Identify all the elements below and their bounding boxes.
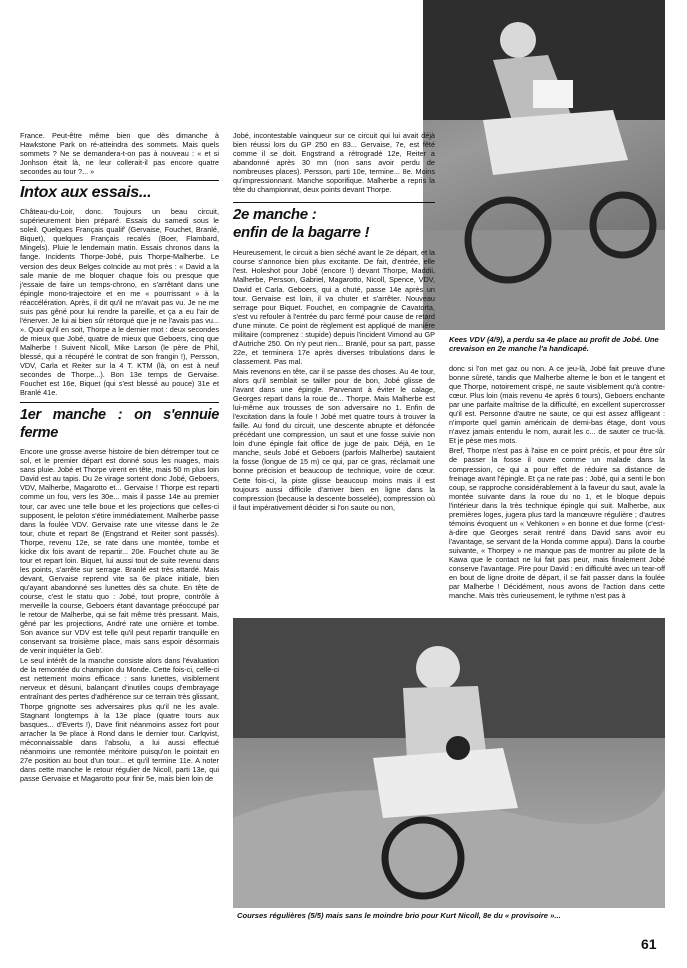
photo-nicoll-illustration [233,618,665,908]
divider [233,202,435,203]
heading-manche-2-line2: enfin de la bagarre ! [233,224,370,242]
column-2 [233,131,435,513]
photo-vdv-motocross [423,0,665,330]
page-number: 61 [641,936,657,952]
caption-vdv: Kees VDV (4/9), a perdu sa 4e place au profit de Jobé. Une crevaison en 2e manche l'a handicapé. [449,335,659,354]
photo-nicoll-motocross [233,618,665,908]
divider [20,180,219,181]
col2-para2: Mais revenons en tête, car il se passe des choses. Au 4e tour, alors qu'il semblait se tailler pour de bon, Jobé glisse de l'avant dans une épingle. Parvenant à éviter le calage, Georges repart dans la roue de... Thorpe. Mais Malherbe est lui-même aux trousses de son adversaire no 1. Enfin de l'excitation dans la foule ! Jobé met quatre tours à trouver la faille. Au fond du circuit, une descente abrupte et défoncée précédant une compression, un saut et une fosse suivie non loin d'une épingle fait office de juge de paix. Déjà, en 1e manche, seuls Jobé et Geboers (parfois Malherbe) sautaient la fosse (longue de 15 m) ce qui, par ce gras, réclamait une bonne précision et beaucoup de technique, voire de cœur. Cette fois-ci, la piste glisse beaucoup moins mais il est toujours aussi difficile d'arriver bien en ligne dans la compression (because la descente bosselée), compression où il faut impérativement décider si l'on saute ou non, [233,366,435,512]
heading-manche-2 [233,206,435,242]
col1-intro: France. Peut-être même bien que dès dimanche à Hawkstone Park on ré-atteindra des sommets. Mais quels sommets ? Ne se demandera-t-on pas à nouveau : « et si Jonhson était là, ne leur collerait-il pas encore quatre secondes au tour ?... » [20,131,219,177]
divider [20,402,219,403]
heading-intox: Intox aux essais... [20,184,152,202]
col1-para3: Le seul intérêt de la manche consiste alors dans l'évaluation de la remontée du champion du Monde. Cette fois-ci, celle-ci est nettement moins efficace : sans lunettes, visiblement nerveux et désuni, balançant d'inutiles coups d'embrayage entraînant des pertes d'adhérence sur ce terrain très glissant, Thorpe grignotte ses adversaires plus qu'il ne les avale. Stagnant longtemps à la 13e place (quatre tours aux basques... d'Everts !), Dave finit néanmoins assez fort pour arracher la 9e place à Rond dans le dernier tour. Carlqvist, méconnaissable dans l'absolu, a lui aussi effectué néanmoins une remontée méritoire puisqu'on le pointait en 27e position au bout d'un tour... et qu'il termine 11e. A noter dans cette manche le retour régulier de Nicoll, parti 13e, qui passe Gervaise et Magarotto pour finir 5e, mais bien loin de [20,656,219,783]
col1-para2: Encore une grosse averse histoire de bien détremper tout ce sol, et le premier départ est donné sous les nuages, mais sans pluie. Jobé et Thorpe virent en tête, mais 50 m plus loin David est au tapis. Du 2e virage sortent donc Jobé, Geboers, VDV, Malherbe, Magarotto et... Gervaise ! Thorpe est reparti comme un fou, vers les 30e... mais il passe 14e au premier tour, car avec une telle boue et les projections que celles-ci supposent, le peloton s'étire immédiatement. Malherbe passe dans la foulée VDV. Gervaise rate une vitesse dans le 2e tour, chute et repart 8e (Engstrand et Reiter sont passés). Thorpe, revenu 12e, se rate dans une montée, tombe et kicke dix fois avant de repartir... 20e. Fouchet chute au 3e tour et repart loin. Biquet, lui aussi tout de suite revenu dans les points, s'arrête sur serrage. Branlé est très attardé. Mais devant, Gervaise reprend vite sa 6e place initiale, bien qu'ayant abandonné ses lunettes dès sa chute. En tête de course, c'est le statu quo : Jobé, tout propre, contrôle à merveille la course, Geboers étant davantage préoccupé par le retour de Malherbe, qui se fait même très pressant. Mais, gêné par les projections, André rate une ornière et tombe. Son avance sur VDV est telle qu'il peut repartir tranquille en conservant sa troisième place, mais sans espoir désormais de venir inquiéter la Geb'. [20,447,219,656]
column-1 [20,131,219,784]
heading-manche-2-line1: 2e manche : [233,206,317,224]
column-3 [449,364,665,601]
col2-top: Jobé, incontestable vainqueur sur ce circuit qui lui avait déjà bien réussi lors du GP 250 en 83... Gervaise, 7e, est fêté comme il se doit. Engstrand a rétrogradé 12e, Reiter a abandonné après 30 mn (non sans avoir perdu de nombreuses places). Persson, parti 10e, termine... 8e. Moins qu'impressionnant. Manche soporifique. Malherbe a repris la tête du championnat, deux points devant Thorpe. [233,131,435,195]
caption-nicoll: Courses régulières (5/5) mais sans le moindre brio pour Kurt Nicoll, 8e du « provisoire »... [237,911,561,920]
col2-para: Heureusement, le circuit a bien séché avant le 2e départ, et la course s'annonce bien plus excitante. De fait, d'entrée, elle l'est. Holeshot pour Jobé (encore !) devant Thorpe, Maddii, Malherbe, Persson, Gabriel, Magarotto, Nicoll, Spence, VDV, David et Carla. Geboers, qui a chuté, passe 14e après un tour. Gervaise est loin, il va chuter et s'arrêter. Nouveau serrage pour Biquet. Fouchet, en compagnie de Cavatorta, s'est vu refouler à l'entrée du parc fermé pour cause de retard d'une minute. Ce point de règlement est appliqué de manière militaire (comprenez : stupide) depuis l'incident Vimond au GP d'Autriche 250. On n'y peut rien... Branlé, pour sa part, passe 22e, et terminera 17e après diverses tribulations dans le classement. Pas mal. [233,248,435,366]
heading-manche-1: 1er manche : on s'ennuie ferme [20,407,219,442]
col3-para: donc si l'on met gaz ou non. A ce jeu-là, Jobé fait preuve d'une bonne sûreté, tandis que Malherbe alterne le bon et le tangent et que Thorpe, notoirement crispé, ne saute visiblement qu'à contre-cœur. Plus loin (mais revenu 4e après 6 tours), Geboers enchante par une parfaite maîtrise de la difficulté, en excellent supercrosser qu'il est. Personne d'autre ne saute, ce qui est assez affligeant : n'importe quel gamin américain de demi-bas étage, dont vous n'avez jamais entendu le nom, aurait les c... de sauter ce truc-là. Et je pèse mes mots. [449,364,665,446]
col1-para1: Château-du-Loir, donc. Toujours un beau circuit, supérieurement bien préparé. Essais du samedi sous le soleil. Quelques Français qualif' (Gervaise, Fouchet, Branlé, Biquet), quelques Français recalés (Boer, Flambard, Mingels). Pluie le lendemain matin. Essais chronos dans la fange. Incidents Thorpe-Jobé, puis Thorpe-Malherbe. Le version des deux Belges coïncide au mot près : « David a la sale manie de me bloquer chaque fois ou presque que j'essaie de faire un temps-chrono, en s'arrêtant dans une épingle mono-trajectoire et en me « pourrissant » à la réaccélération. Après, il dit qu'il ne m'avait pas vu. Je ne me suis pas gêné pour lui rendre la pareille, et ça a eu l'air de l'énerver. Je lui ai bien sûr rétorqué que je ne l'avais pas vu... ». Quoi qu'il en soit, Thorpe a le dernier mot : deux secondes de mieux que Jobé, quatre de mieux que Geboers, cinq que Malherbe ! Suivent Nicoll, Mike Larson (le père de Phil, blessé, qui a récupéré le contrat de son frangin !), Persson, VDV, Carla et Reiter sur la 4 T. KTM (là, on est à neuf secondes de Thorpe...). Bon 13e temps de Gervaise. Fouchet est 16e, Biquet (qui s'est blessé au pouce) 31e et Branlé 41e. [20,207,219,398]
col3-para2: Bref, Thorpe n'est pas à l'aise en ce point précis, et pour être sûr de passer la fosse il ouvre comme un malade dans la compression, ce qui a pour effet de réduire sa distance de freinage avant l'épingle. Et ça ne rate pas : Jobé, qui a senti le bon coup, se rapproche considérablement à la faveur du saut, avale la montée suivante dans la roue du no 1, et le bloque depuis l'intérieur dans la très technique épingle qui suit. Malherbe, aux premières loges, jugera plus tard la manœuvre régulière ; d'autres témoins évoquent un « Vehkonen » en bonne et due forme (c'est-à-dire que Georges serait rentré dans David sans avoir eu l'avantage, se servant de la Honda comme appui). Dans la courbe suivante, « Thorpey » ne manque pas de montrer au pilote de la Kawa que le contact ne lui fait pas peur, mais finalement Jobé conserve l'avantage. Pire pour David : en difficulté avec un tear-off en bout de ligne droite de départ, il se fait passer dans la foulée par Malherbe ! Décidément, nous avons de l'action dans cette manche. Mais très curieusement, le rythme n'est pas à [449,446,665,601]
photo-vdv-illustration [423,0,665,330]
